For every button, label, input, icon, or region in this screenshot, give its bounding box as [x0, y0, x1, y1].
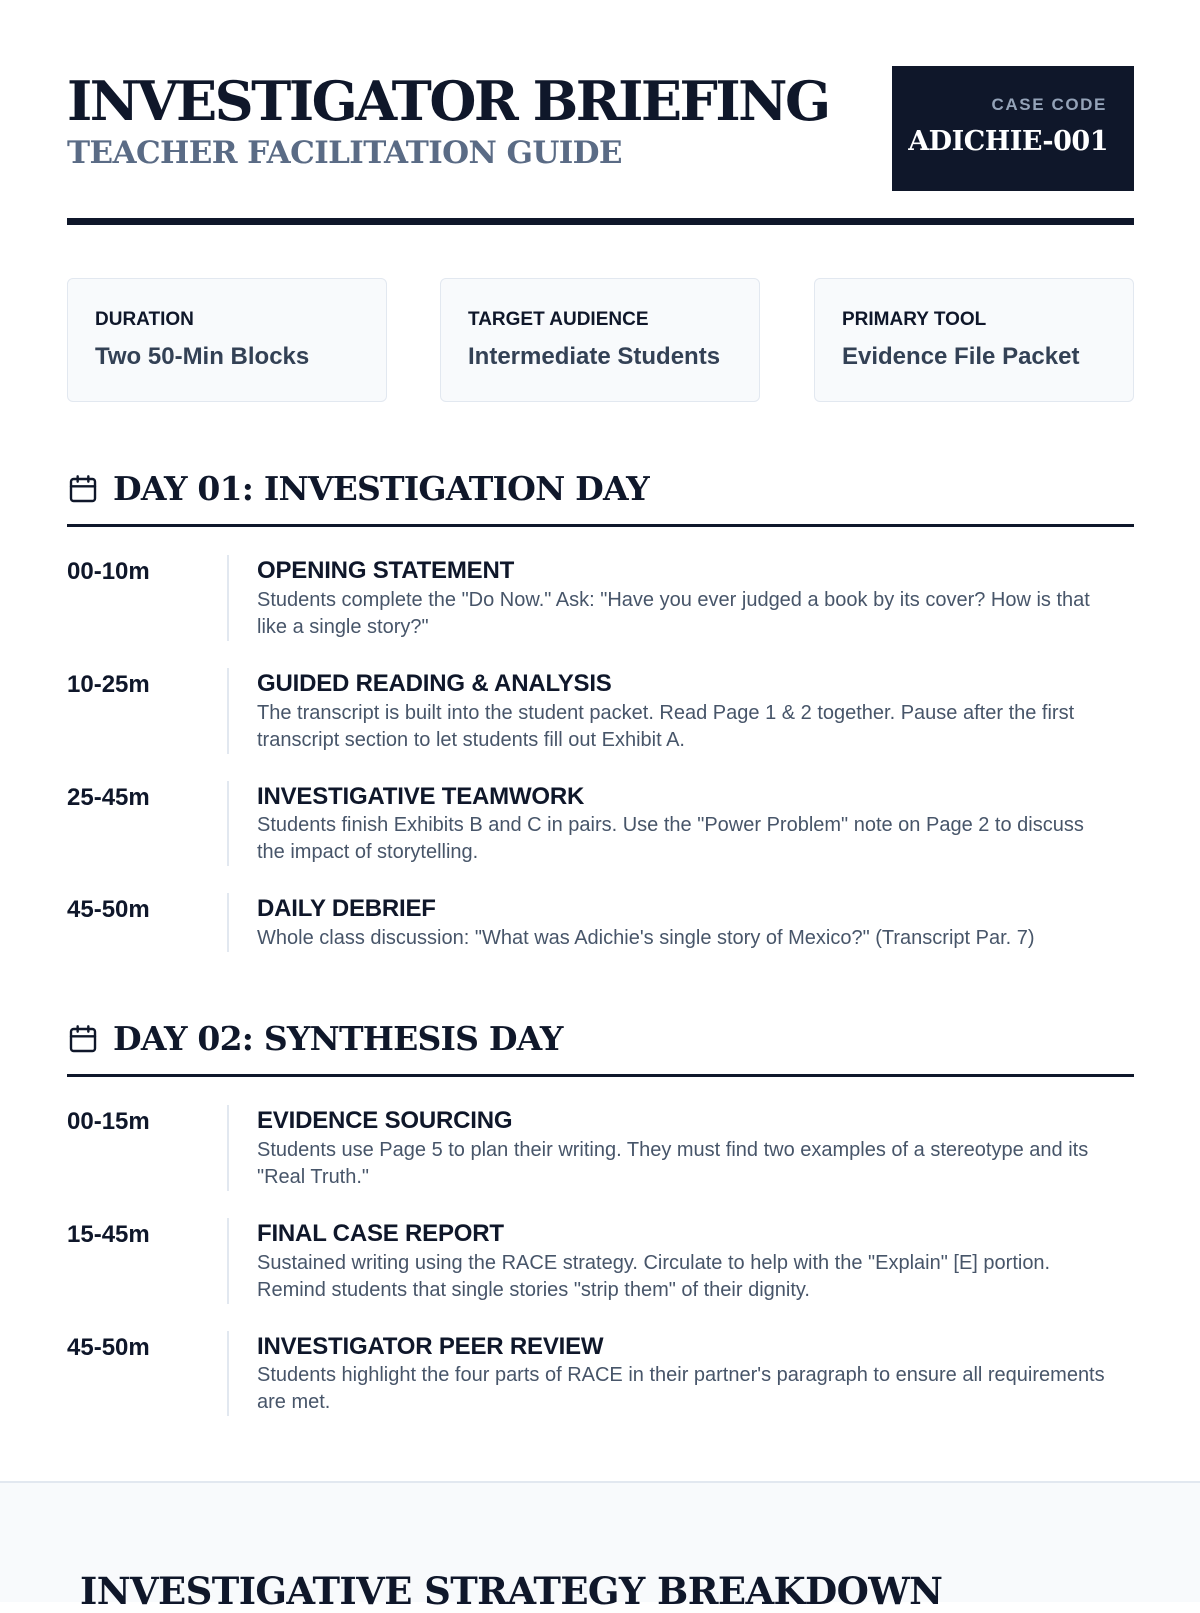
meta-label: DURATION: [95, 309, 194, 330]
schedule-item: [67, 1218, 1134, 1304]
schedule-item-body: [227, 1105, 1114, 1191]
schedule-item: [67, 1105, 1134, 1191]
day-heading: [67, 1019, 1134, 1077]
time-range: 45-50m: [67, 1333, 150, 1361]
activity-title: GUIDED READING & ANALYSIS: [257, 669, 612, 697]
case-code-box: [892, 66, 1134, 191]
meta-value: Two 50-Min Blocks: [95, 343, 310, 370]
schedule-item-body: [227, 781, 1114, 867]
activity-title: EVIDENCE SOURCING: [257, 1107, 513, 1134]
schedule-item: [67, 668, 1134, 754]
schedule-list: [67, 1105, 1134, 1416]
document-header: [67, 66, 1134, 226]
page-title: INVESTIGATOR BRIEFING: [67, 69, 829, 133]
activity-description: Students finish Exhibits B and C in pairs. Use the "Power Problem" note on Page 2 to discuss the impact of storytelling.: [257, 814, 1084, 864]
activity-description: Students use Page 5 to plan their writing. They must find two examples of a stereotype and its "Real Truth.": [257, 1138, 1089, 1188]
activity-description: Sustained writing using the RACE strategy. Circulate to help with the "Explain" [E] portion. Remind students that single stories "strip them" of their dignity.: [257, 1251, 1051, 1301]
schedule-item-body: [227, 893, 1114, 952]
next-section-heading: INVESTIGATIVE STRATEGY BREAKDOWN: [80, 1569, 943, 1613]
calendar-icon: [67, 473, 99, 505]
time-range: 45-50m: [67, 896, 150, 924]
calendar-icon: [67, 1023, 99, 1055]
time-range: 00-10m: [67, 558, 150, 585]
activity-description: The transcript is built into the student packet. Read Page 1 & 2 together. Pause after the first transcript section to let students fill out Exhibit A.: [257, 701, 1075, 751]
time-range: 10-25m: [67, 670, 150, 698]
day-01-section: [67, 469, 1134, 980]
schedule-item-body: [227, 668, 1114, 754]
meta-label: PRIMARY TOOL: [842, 309, 987, 330]
target-audience-card: [440, 278, 760, 402]
day-title: DAY 02: SYNTHESIS DAY: [113, 1019, 563, 1058]
meta-value: Intermediate Students: [468, 343, 721, 370]
time-range: 15-45m: [67, 1220, 150, 1248]
meta-value: Evidence File Packet: [842, 343, 1080, 370]
activity-title: DAILY DEBRIEF: [257, 895, 436, 923]
time-range: 25-45m: [67, 783, 150, 811]
case-code-label: CASE CODE: [991, 95, 1107, 114]
meta-label: TARGET AUDIENCE: [468, 309, 649, 330]
schedule-item-body: [227, 555, 1114, 641]
schedule-item: [67, 893, 1134, 953]
case-code-value: ADICHIE-001: [908, 126, 1108, 157]
schedule-item-body: [227, 1218, 1114, 1304]
activity-title: INVESTIGATOR PEER REVIEW: [257, 1332, 604, 1360]
day-02-section: [67, 1019, 1134, 1443]
time-range: 00-15m: [67, 1108, 150, 1135]
schedule-item: [67, 1331, 1134, 1417]
overview-cards: [67, 278, 1134, 402]
activity-description: Students highlight the four parts of RACE in their partner's paragraph to ensure all requirements are met.: [257, 1364, 1105, 1414]
day-title: DAY 01: INVESTIGATION DAY: [113, 469, 649, 508]
primary-tool-card: [814, 278, 1134, 402]
header-divider: [67, 218, 1134, 225]
day-heading: [67, 469, 1134, 527]
activity-description: Whole class discussion: "What was Adichie's single story of Mexico?" (Transcript Par. 7): [257, 927, 1035, 950]
activity-title: INVESTIGATIVE TEAMWORK: [257, 782, 585, 810]
activity-title: FINAL CASE REPORT: [257, 1219, 504, 1247]
page-subtitle: TEACHER FACILITATION GUIDE: [67, 135, 622, 171]
schedule-item: [67, 781, 1134, 867]
duration-card: [67, 278, 387, 402]
schedule-item: [67, 555, 1134, 641]
activity-description: Students complete the "Do Now." Ask: "Have you ever judged a book by its cover? How is that like a single story?": [257, 588, 1090, 638]
schedule-item-body: [227, 1331, 1114, 1417]
schedule-list: [67, 555, 1134, 953]
activity-title: OPENING STATEMENT: [257, 557, 515, 584]
